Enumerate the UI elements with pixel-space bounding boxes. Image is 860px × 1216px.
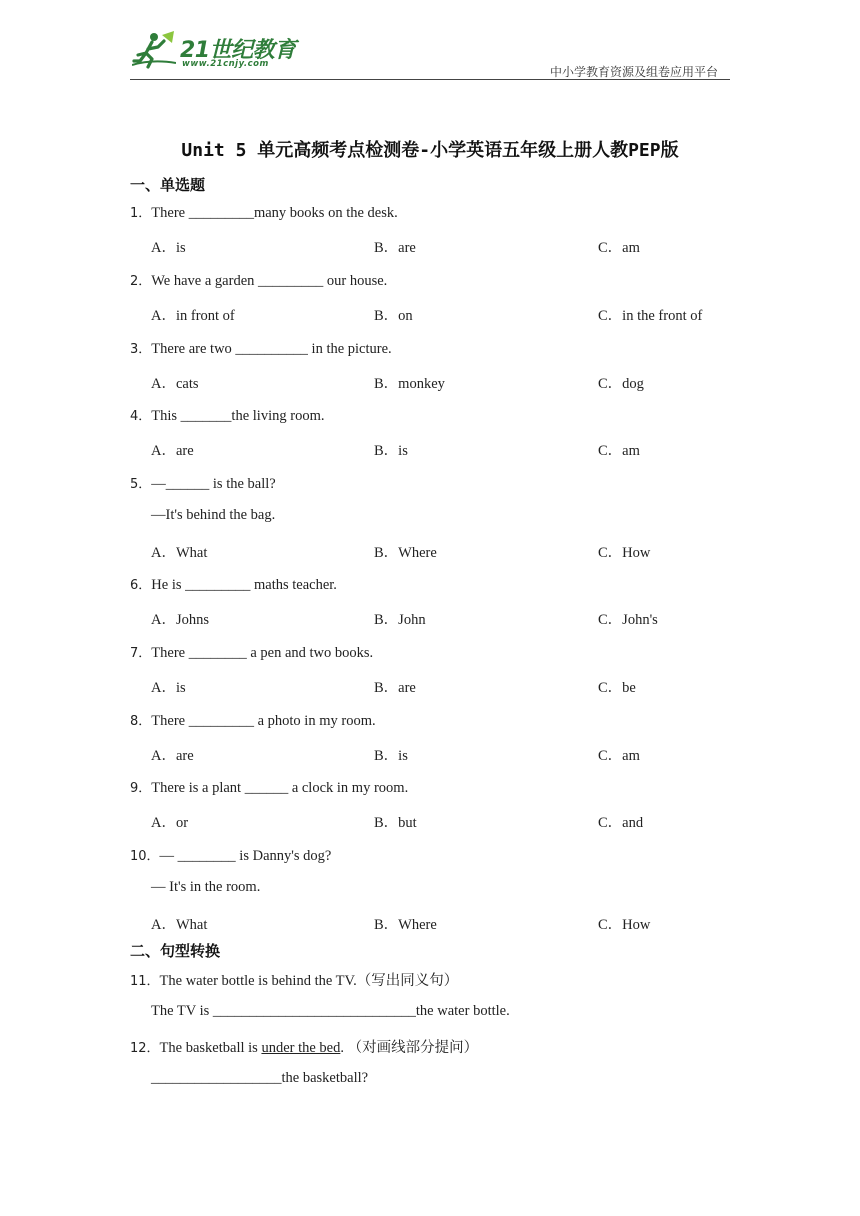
option-c[interactable]: C．am [598,240,640,256]
answer-blank[interactable]: ____________________________ [212,1003,416,1019]
option-b[interactable]: B．but [374,815,417,831]
answer-blank[interactable]: __________________ [151,1070,282,1086]
option-a[interactable]: A．is [151,240,186,256]
question-12: 12．The basketball is under the bed. （对画线部分提问） [130,1040,479,1056]
question-1: 1．There _________many books on the desk. [130,205,398,221]
question-7: 7．There ________ a pen and two books. [130,645,374,661]
logo-url: www.21cnjy.com [182,59,269,69]
question-9: 9．There is a plant ______ a clock in my room. [130,780,409,796]
option-c[interactable]: C．am [598,748,640,764]
question-3: 3．There are two __________ in the picture. [130,341,392,357]
option-c[interactable]: C．How [598,917,651,933]
page-title: Unit 5 单元高频考点检测卷-小学英语五年级上册人教PEP版 [181,140,679,161]
option-a[interactable]: A．What [151,545,208,561]
underlined-phrase: under the bed [261,1040,341,1056]
option-c[interactable]: C．John's [598,612,658,628]
option-c[interactable]: C．in the front of [598,308,703,324]
question-10-response: — It's in the room. [151,879,261,895]
option-a[interactable]: A．is [151,680,186,696]
option-b[interactable]: B．is [374,443,408,459]
question-11: 11．The water bottle is behind the TV.（写出同义句） [130,973,459,989]
option-b[interactable]: B．are [374,680,416,696]
option-c[interactable]: C．dog [598,376,644,392]
question-2: 2．We have a garden _________ our house. [130,273,388,289]
header-divider [130,79,730,80]
question-8: 8．There _________ a photo in my room. [130,713,376,729]
question-5: 5．—______ is the ball? [130,476,276,492]
answer-line-11[interactable]: The TV is ____________________________the water bottle. [151,1003,510,1019]
option-a[interactable]: A．What [151,917,208,933]
option-c[interactable]: C．be [598,680,636,696]
option-c[interactable]: C．and [598,815,644,831]
page-header [130,25,730,81]
question-10: 10．— ________ is Danny's dog? [130,848,332,864]
option-b[interactable]: B．are [374,240,416,256]
option-a[interactable]: A．or [151,815,189,831]
option-a[interactable]: A．cats [151,376,199,392]
option-a[interactable]: A．are [151,443,194,459]
option-c[interactable]: C．am [598,443,640,459]
option-b[interactable]: B．on [374,308,413,324]
question-4: 4．This _______the living room. [130,408,325,424]
option-b[interactable]: B．is [374,748,408,764]
option-c[interactable]: C．How [598,545,651,561]
option-a[interactable]: A．are [151,748,194,764]
runner-logo-icon [132,29,176,69]
question-5-response: —It's behind the bag. [151,507,276,523]
logo [130,25,300,75]
section-heading-single-choice: 一、单选题 [130,176,206,194]
logo-brand: 21世纪教育 [180,38,296,63]
answer-line-12[interactable]: __________________the basketball? [151,1070,369,1086]
question-6: 6．He is _________ maths teacher. [130,577,337,593]
option-b[interactable]: B．Where [374,917,437,933]
option-b[interactable]: B．Where [374,545,437,561]
header-tagline: 中小学教育资源及组卷应用平台 [549,65,718,79]
option-a[interactable]: A．Johns [151,612,210,628]
section-heading-sentence-transformation: 二、句型转换 [130,942,221,960]
option-b[interactable]: B．John [374,612,426,628]
option-a[interactable]: A．in front of [151,308,235,324]
option-b[interactable]: B．monkey [374,376,445,392]
